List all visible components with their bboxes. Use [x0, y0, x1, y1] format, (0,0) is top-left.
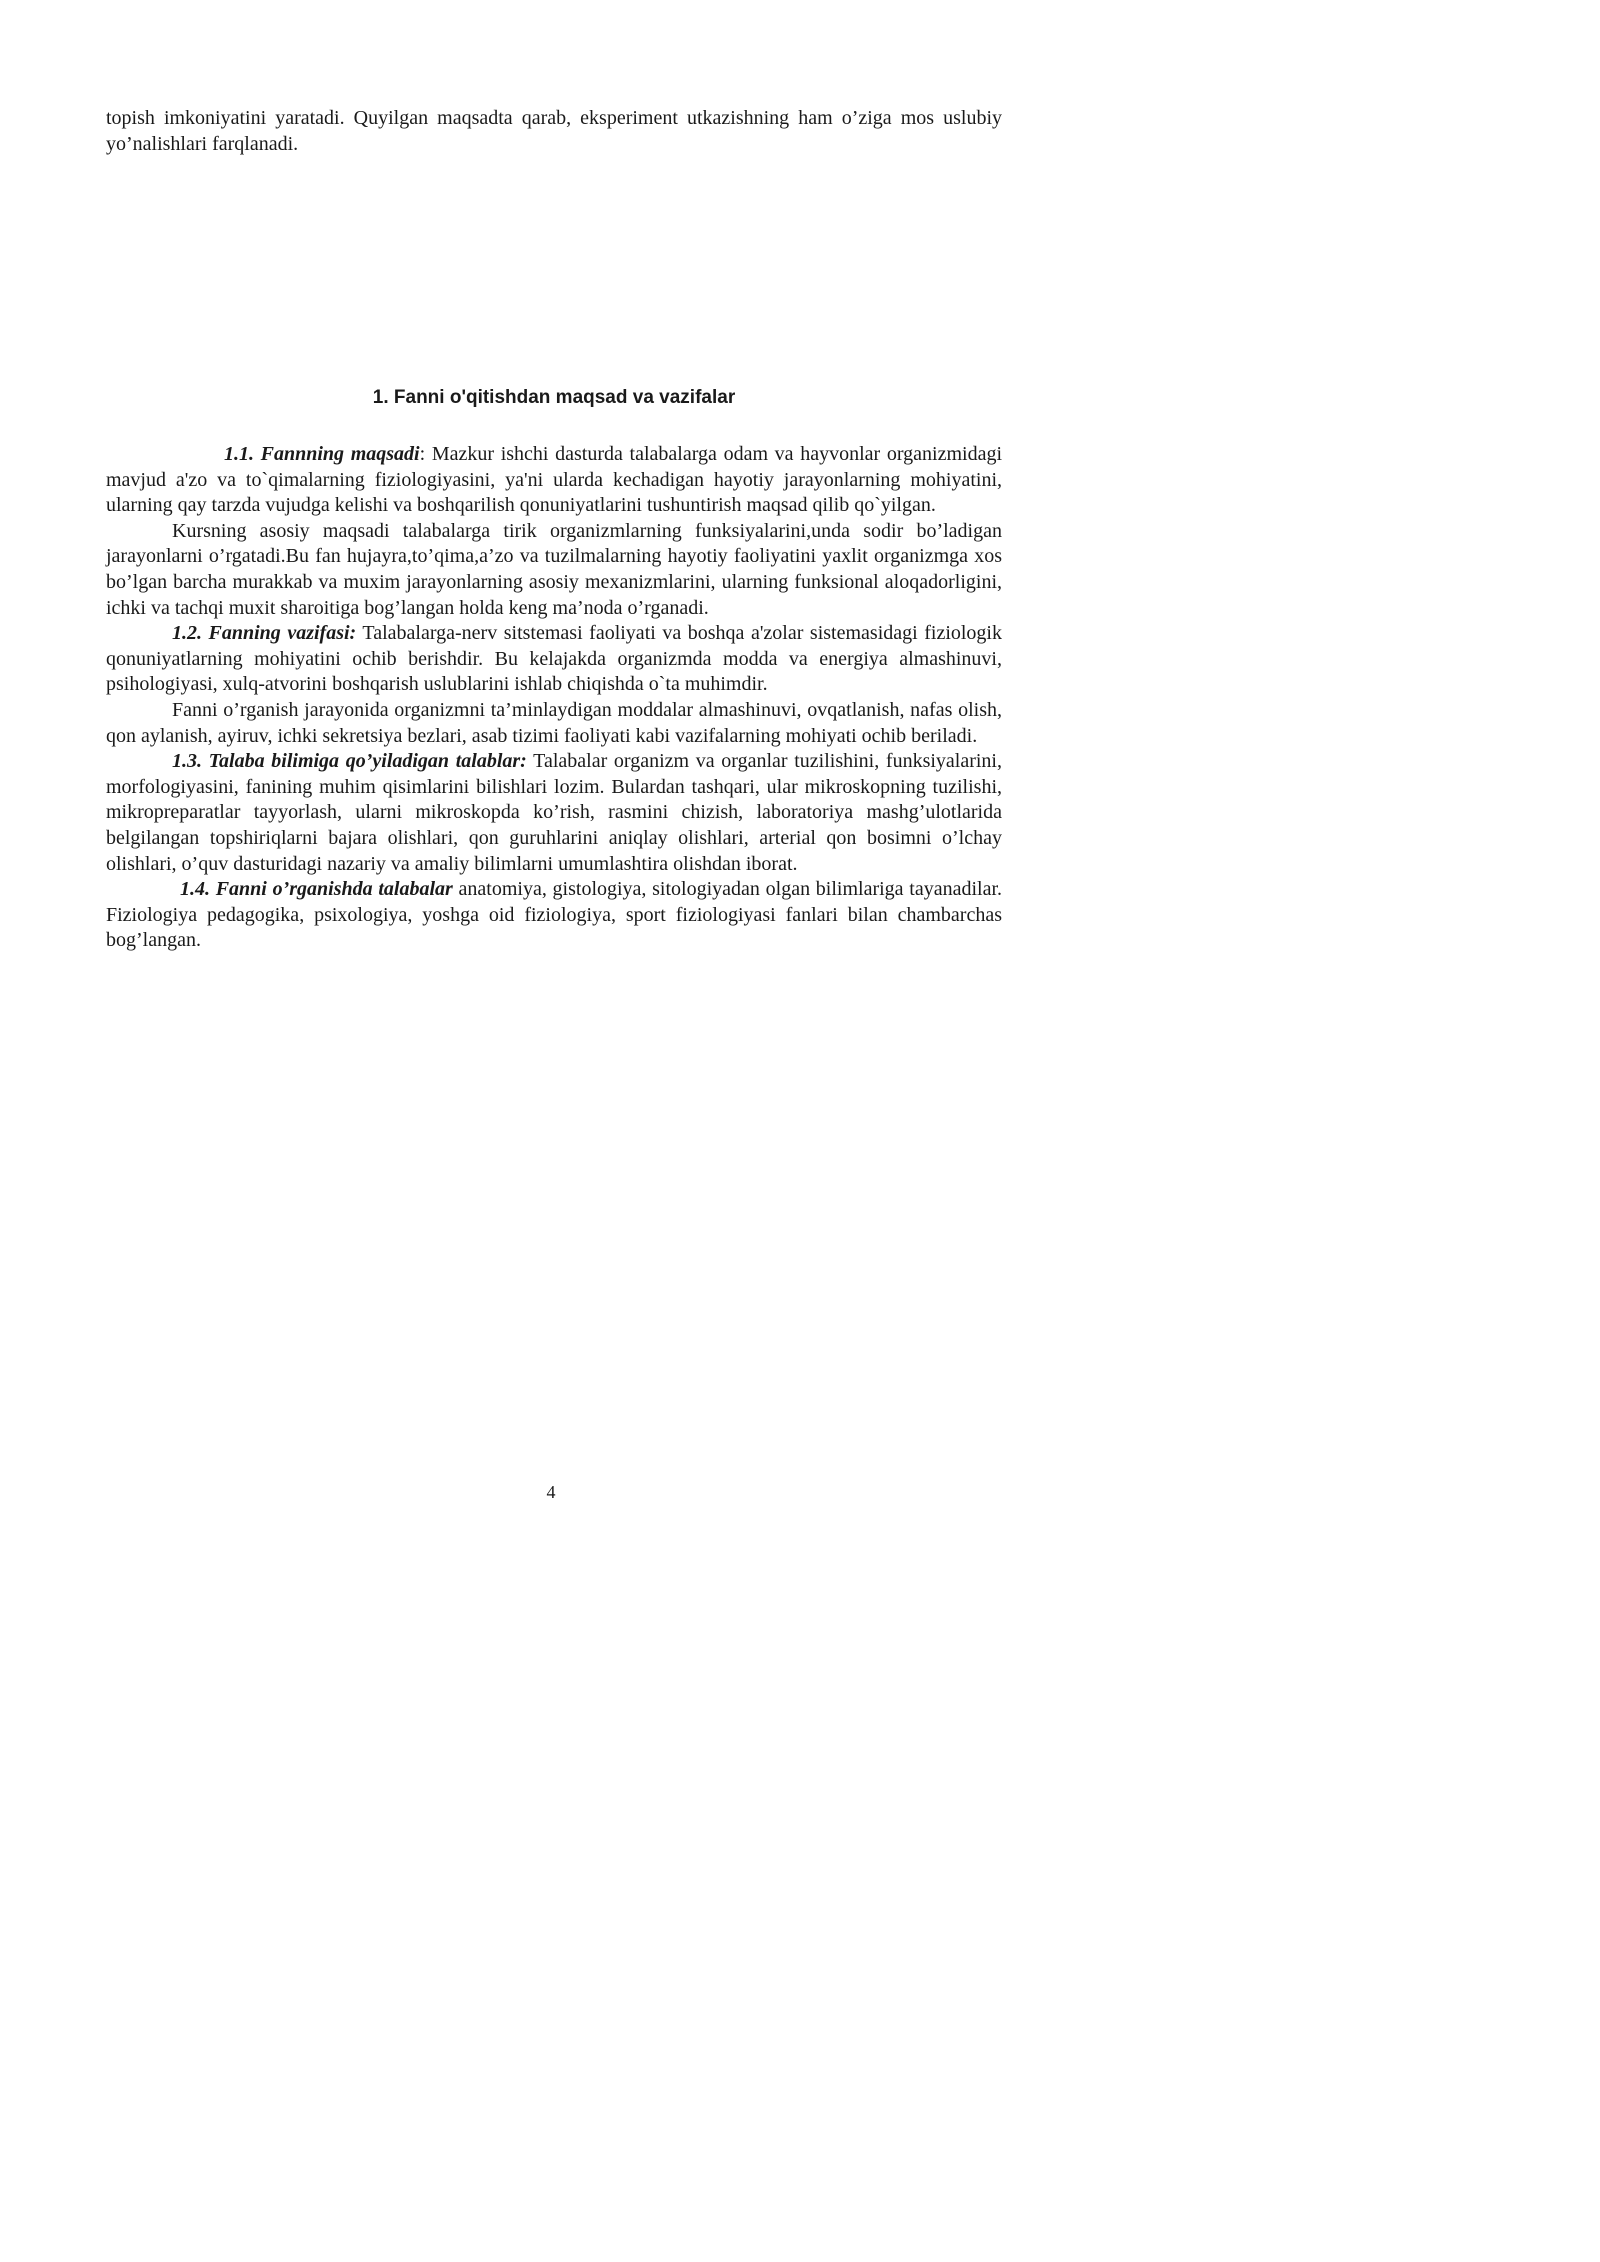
paragraph-study-process-text: Fanni o’rganish jarayonida organizmni ta’minlaydigan moddalar almashinuvi, ovqatlanish, nafas olish, qon aylanish, ayiruv, ichki sekretsiya bezlari, asab tizimi faoliyati kabi vazifalarning mohiyati ochib beriladi.: [106, 698, 1002, 747]
paragraph-prerequisites: [106, 877, 1002, 954]
paragraph-course-aim-text: Kursning asosiy maqsadi talabalarga tirik organizmlarning funksiyalarini,unda sodir bo’ladigan jarayonlarni o’rgatadi.Bu fan hujayra,to’qima,a’zo va tuzilmalarning hayotiy faoliyatini yaxlit organizmga xos bo’lgan barcha murakkab va muxim jarayonlarning asosiy mexanizmlarini, ularning funksional aloqadorligini, ichki va tachqi muxit sharoitiga bog’langan holda keng ma’noda o’rganadi.: [106, 519, 1002, 619]
paragraph-requirements-text: Talabalar organizm va organlar tuzilishini, funksiyalarini, morfologiyasini, fanining muhim qisimlarini bilishlari lozim. Bulardan tashqari, ular mikroskopning tuzilishi, mikropreparatlar tayyorlash, ularni mikroskopda ko’rish, rasmini chizish, laboratoriya mashg’ulotlarida belgilangan topshiriqlarni bajara olishlari, qon guruhlarini aniqlay olishlari, arterial qon bosimni o’lchay olishlari, o’quv dasturidagi nazariy va amaliy bilimlarni umumlashtira olishdan iborat.: [106, 750, 1002, 875]
paragraph-study-process: [106, 698, 1002, 749]
paragraph-goal-lead: 1.1. Fannning maqsadi: [224, 443, 420, 465]
document-page: [0, 0, 1102, 1559]
paragraph-tasks: [106, 621, 1002, 698]
paragraph-prerequisites-text: anatomiya, gistologiya, sitologiyadan olgan bilimlariga tayanadilar. Fiziologiya pedagogika, psixologiya, yoshga oid fiziologiya, sport fiziologiyasi fanlari bilan chambarchas bog’langan.: [106, 878, 1003, 952]
paragraph-requirements-lead: 1.3. Talaba bilimiga qo’yiladigan talablar:: [172, 750, 527, 773]
page-number: 4: [546, 1482, 556, 1502]
intro-text: topish imkoniyatini yaratadi. Quyilgan maqsadta qarab, eksperiment utkazishning ham o’ziga mos uslubiy yo’nalishlari farqlanadi.: [106, 107, 1002, 155]
section-body: [106, 442, 1002, 954]
paragraph-goal-text: : Mazkur ishchi dasturda talabalarga odam va hayvonlar organizmidagi mavjud a'zo va to`qimalarning fiziologiyasini, ya'ni ularda kechadigan hayotiy jarayonlarning mohiyatini, ularning qay tarzda vujudga kelishi va boshqarilish qonuniyatlarini tushuntirish maqsad qilib qo`yilgan.: [106, 443, 1002, 517]
paragraph-requirements: [106, 749, 1002, 877]
paragraph-goal: [106, 442, 1002, 519]
paragraph-prerequisites-lead: 1.4. Fanni o’rganishda talabalar: [180, 878, 453, 901]
paragraph-tasks-lead: 1.2. Fanning vazifasi:: [172, 622, 357, 645]
paragraph-course-aim: [106, 519, 1002, 621]
intro-paragraph: [106, 106, 1002, 157]
paragraph-tasks-text: Talabalarga-nerv sitstemasi faoliyati va boshqa a'zolar sistemasidagi fiziologik qonuniyatlarning mohiyatini ochib berishdir. Bu kelajakda organizmda modda va energiya almashinuvi, psihologiyasi, xulq-atvorini boshqarish uslublarini ishlab chiqishda o`ta muhimdir.: [106, 622, 1002, 696]
section-heading: 1. Fanni o'qitishdan maqsad va vazifalar: [372, 387, 736, 408]
